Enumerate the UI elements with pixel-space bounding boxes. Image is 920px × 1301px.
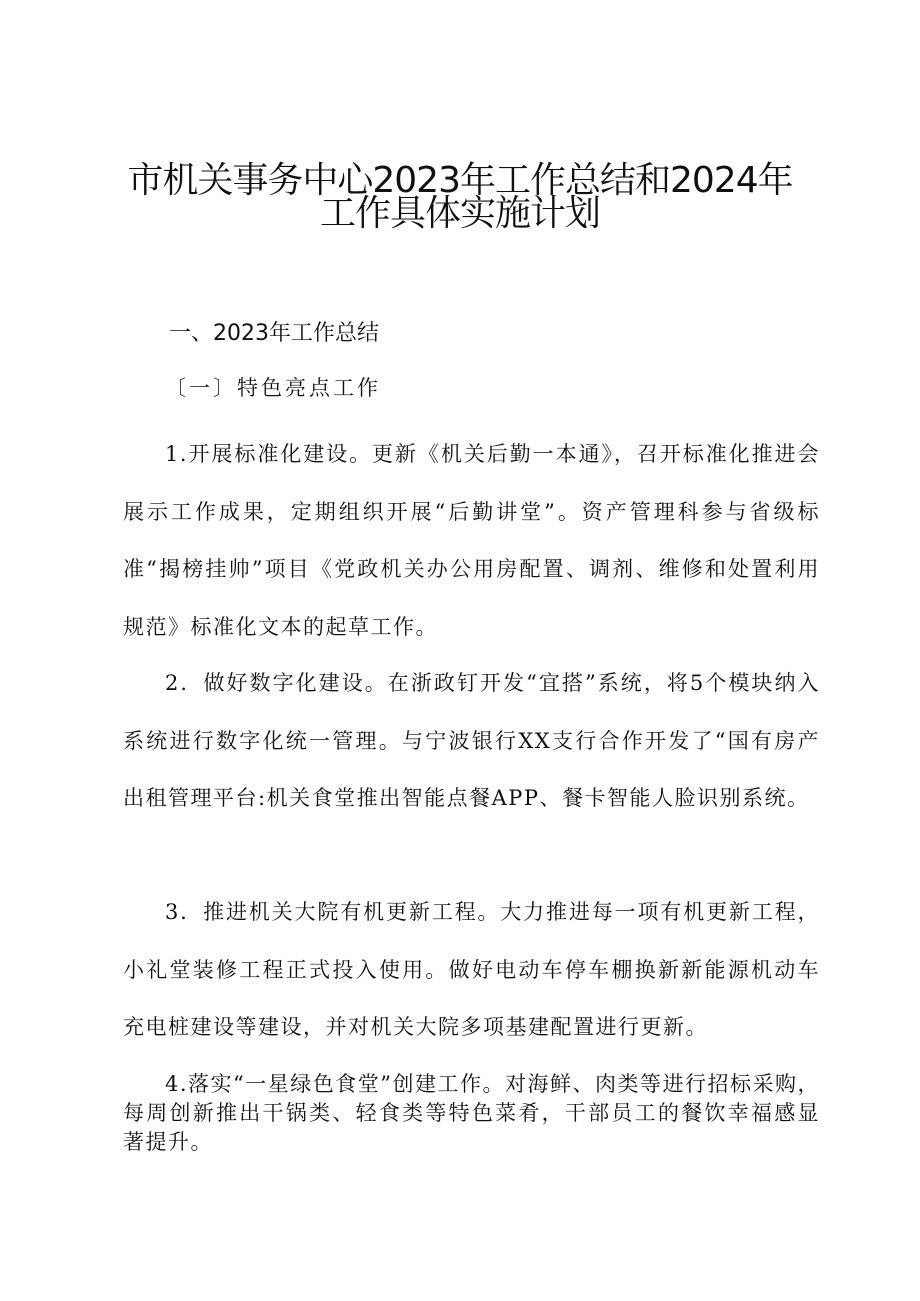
paragraph-digitalization: 2．做好数字化建设。在浙政钉开发“宜搭”系统，将5个模块纳入系统进行数字化统一管理。与宁波银行XX支行合作开发了“国有房产出租管理平台:机关食堂推出智能点餐APP、餐卡智能人脸识别系统。: [123, 671, 820, 810]
paragraph-standardization: 1.开展标准化建设。更新《机关后勤一本通》，召开标准化推进会展示工作成果，定期组织开展“后勤讲堂”。资产管理科参与省级标准“揭榜挂帅”项目《党政机关办公用房配置、调剂、维修和处置利用规范》标准化文本的起草工作。: [123, 442, 820, 639]
subsection-heading: 〔一〕特色亮点工作: [165, 376, 381, 400]
paragraph-campus-renewal: 3．推进机关大院有机更新工程。大力推进每一项有机更新工程，小礼堂装修工程正式投入使用。做好电动车停车棚换新新能源机动车充电桩建设等建设，并对机关大院多项基建配置进行更新。: [123, 900, 820, 1039]
document-title-line-2: 工作具体实施计划: [319, 193, 600, 234]
section-heading: 一、2023年工作总结: [169, 321, 379, 346]
paragraph-green-canteen: 4.落实“一星绿色食堂”创建工作。对海鲜、肉类等进行招标采购，每周创新推出干锅类、轻食类等特色菜肴，干部员工的餐饮幸福感显著提升。: [123, 1072, 821, 1154]
document-title-line-1: 市机关事务中心2023年工作总结和2024年: [127, 160, 793, 201]
